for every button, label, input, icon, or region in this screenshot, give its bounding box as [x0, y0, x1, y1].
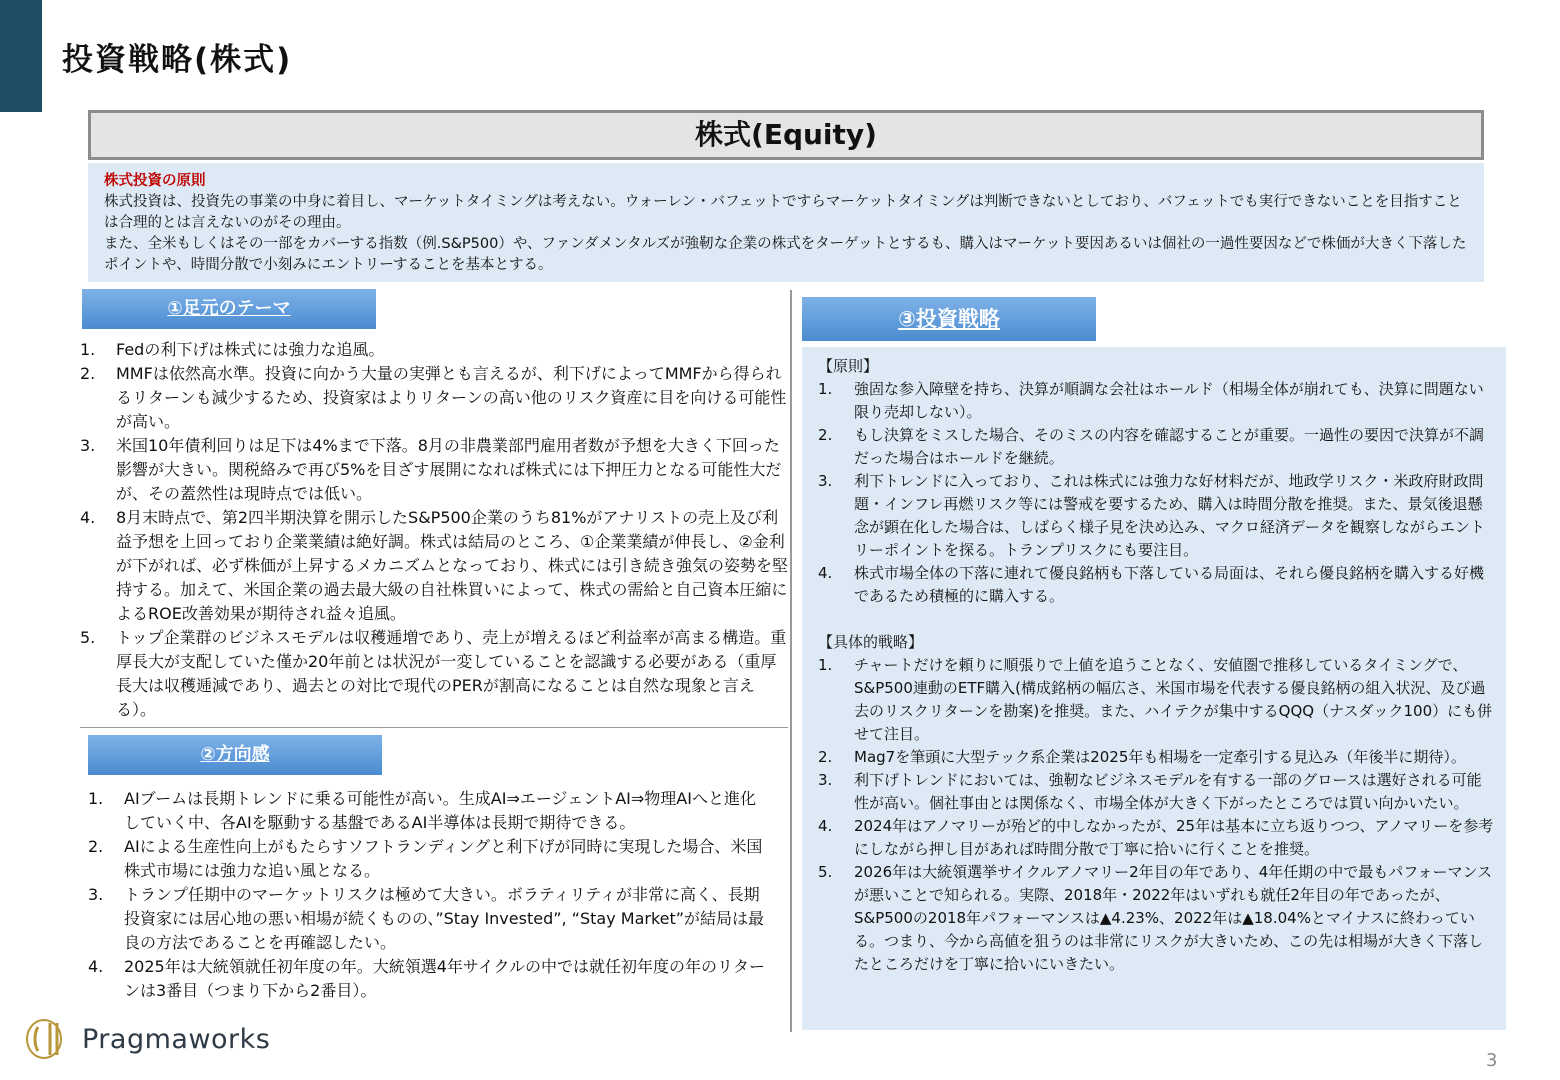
list-item-number: 2.: [818, 748, 833, 766]
list-item-text: 2025年は大統領就任初年度の年。大統領選4年サイクルの中では就任初年度の年のリターンは3番目（つまり下から2番目）。: [124, 957, 765, 1000]
section-label-direction: ②方向感: [88, 735, 382, 775]
list-item-text: 利下トレンドに入っており、これは株式には強力な好材料だが、地政学リスク・米政府財政問題・インフレ再燃リスク等には警戒を要するため、購入は時間分散を推奨。また、景気後退懸念が顕在化した場合は、しばらく様子見を決め込み、マクロ経済データを観察しながらエントリーポイントを探る。トランプリスクにも要注目。: [854, 472, 1485, 559]
list-item-text: トップ企業群のビジネスモデルは収穫逓増であり、売上が増えるほど利益率が高まる構造。重厚長大が支配していた僅か20年前とは状況が一変していることを認識する必要がある（重厚長大は収穫逓減であり、過去との対比で現代のPERが割高になることは自然な現象と言える）。: [116, 628, 787, 719]
list-item-number: 5.: [818, 863, 833, 881]
list-item-number: 3.: [818, 771, 833, 789]
slide-title: 投資戦略(株式): [62, 42, 293, 78]
list-item: [818, 378, 1494, 424]
company-logo: [24, 1016, 270, 1062]
list-item: [88, 787, 768, 835]
list-item: [88, 955, 768, 1003]
principle-paragraph: また、全米もしくはその一部をカバーする指数（例.S&P500）や、ファンダメンタルズが強靭な企業の株式をターゲットとするも、購入はマーケット要因あるいは個社の一過性要因などで株価が大きく下落したポイントや、時間分散で小刻みにエントリーすることを基本とする。: [104, 236, 1467, 273]
list-item: [88, 883, 768, 955]
list-item-number: 2.: [80, 364, 96, 383]
list-item-number: 1.: [88, 789, 104, 808]
list-item: [80, 434, 788, 506]
corner-accent-bar: [0, 0, 42, 112]
list-item-text: Mag7を筆頭に大型テック系企業は2025年も相場を一定牽引する見込み（年後半に期待）。: [854, 748, 1466, 766]
list-item-text: チャートだけを頼りに順張りで上値を追うことなく、安値圏で推移しているタイミングで、S&P500連動のETF購入(構成銘柄の幅広さ、米国市場を代表する優良銘柄の組入状況、及び過去のリスクリターンを勘案)を推奨。また、ハイテクが集中するQQQ（ナスダック100）にも併せて注目。: [854, 656, 1493, 743]
list-item-number: 1.: [818, 656, 833, 674]
list-item-text: MMFは依然高水準。投資に向かう大量の実弾とも言えるが、利下げによってMMFから得られるリターンも減少するため、投資家はよりリターンの高い他のリスク資産に目を向ける可能性が高い。: [116, 364, 787, 431]
list-item-text: 株式市場全体の下落に連れて優良銘柄も下落している局面は、それら優良銘柄を購入する好機であるため積極的に購入する。: [854, 564, 1485, 605]
list-item: [80, 626, 788, 722]
list-item-text: 2026年は大統領選挙サイクルアノマリー2年目の年であり、4年任期の中で最もパフォーマンスが悪いことで知られる。実際、2018年・2022年はいずれも就任2年目の年であったが、S&P500の2018年パフォーマンスは▲4.23%、2022年は▲18.04%とマイナスに終わっている。つまり、今から高値を狙うのは非常にリスクが大きいため、この先は相場が大きく下落したところだけを丁寧に拾いにいきたい。: [854, 863, 1493, 973]
strategy-box: [802, 347, 1506, 1030]
strategy-principle-list: [818, 378, 1494, 608]
list-item: [818, 746, 1494, 769]
principle-paragraph: 株式投資は、投資先の事業の中身に着目し、マーケットタイミングは考えない。ウォーレン・バフェットですらマーケットタイミングは判断できないとしており、バフェットでも実行できないことを目指すことは合理的とは言えないのがその理由。: [104, 194, 1462, 231]
list-item-text: 利下げトレンドにおいては、強靭なビジネスモデルを有する一部のグロースは選好される可能性が高い。個社事由とは関係なく、市場全体が大きく下がったところでは買い向かいたい。: [854, 771, 1482, 812]
list-item-number: 3.: [80, 436, 96, 455]
list-item: [818, 769, 1494, 815]
list-item-text: 強固な参入障壁を持ち、決算が順調な会社はホールド（相場全体が崩れても、決算に問題ない限り売却しない）。: [854, 380, 1484, 421]
list-item: [80, 506, 788, 626]
list-item-number: 4.: [88, 957, 104, 976]
list-item-text: Fedの利下げは株式には強力な追風。: [116, 340, 385, 359]
column-divider: [790, 290, 792, 1032]
strategy-heading: 【具体的戦略】: [818, 633, 924, 651]
list-item: [818, 815, 1494, 861]
list-item-number: 3.: [818, 472, 833, 490]
list-item: [818, 424, 1494, 470]
list-item-number: 4.: [80, 508, 96, 527]
list-item-text: もし決算をミスした場合、そのミスの内容を確認することが重要。一過性の要因で決算が不調だった場合はホールドを継続。: [854, 426, 1485, 467]
list-item: [818, 654, 1494, 746]
equity-header: 株式(Equity): [88, 110, 1484, 160]
specific-strategy-list: [818, 654, 1494, 976]
list-item-text: 米国10年債利回りは足下は4%まで下落。8月の非農業部門雇用者数が予想を大きく下回った影響が大きい。関税絡みで再び5%を目ざす展開になれば株式には下押圧力となる可能性大だが、その蓋然性は現時点では低い。: [116, 436, 782, 503]
list-item-number: 2.: [88, 837, 104, 856]
list-item-number: 1.: [818, 380, 833, 398]
page-number: 3: [1486, 1050, 1498, 1071]
direction-list: [88, 787, 768, 1003]
list-item: [80, 362, 788, 434]
list-item-text: AIによる生産性向上がもたらすソフトランディングと利下げが同時に実現した場合、米国株式市場には強力な追い風となる。: [124, 837, 763, 880]
list-item-number: 2.: [818, 426, 833, 444]
list-item-number: 5.: [80, 628, 96, 647]
logo-text: Pragmaworks: [82, 1023, 271, 1055]
list-item-number: 4.: [818, 817, 833, 835]
list-item-text: AIブームは長期トレンドに乗る可能性が高い。生成AI⇒エージェントAI⇒物理AIへと進化していく中、各AIを駆動する基盤であるAI半導体は長期で期待できる。: [124, 789, 756, 832]
list-item: [818, 861, 1494, 976]
principle-heading: 【原則】: [818, 357, 879, 375]
section-label-investment-strategy: ③投資戦略: [802, 297, 1096, 341]
current-theme-list: [80, 338, 788, 722]
list-item: [818, 562, 1494, 608]
list-item-text: 8月末時点で、第2四半期決算を開示したS&P500企業のうち81%がアナリストの売上及び利益予想を上回っており企業業績は絶好調。株式は結局のところ、①企業業績が伸長し、②金利が下がれば、必ず株価が上昇するメカニズムとなっており、株式には引き続き強気の姿勢を堅持する。加えて、米国企業の過去最大級の自社株買いによって、株式の需給と自己資本圧縮によるROE改善効果が期待され益々追風。: [116, 508, 789, 623]
principle-box: [88, 163, 1484, 282]
principle-title: 株式投資の原則: [104, 173, 206, 189]
list-item-number: 4.: [818, 564, 833, 582]
list-item-number: 1.: [80, 340, 96, 359]
spacer: [818, 608, 1494, 631]
list-item: [818, 470, 1494, 562]
list-item-number: 3.: [88, 885, 104, 904]
list-item: [80, 338, 788, 362]
section-label-current-theme: ①足元のテーマ: [82, 289, 376, 329]
list-item: [88, 835, 768, 883]
pragmaworks-logo-icon: [24, 1017, 72, 1061]
list-item-text: 2024年はアノマリーが殆ど的中しなかったが、25年は基本に立ち返りつつ、アノマリーを参考にしながら押し目があれば時間分散で丁寧に拾いに行くことを推奨。: [854, 817, 1494, 858]
section-divider: [80, 727, 788, 728]
list-item-text: トランプ任期中のマーケットリスクは極めて大きい。ボラティリティが非常に高く、長期投資家には居心地の悪い相場が続くものの、”Stay Invested”, “Stay Market”が結局は最良の方法であることを再確認したい。: [124, 885, 765, 952]
